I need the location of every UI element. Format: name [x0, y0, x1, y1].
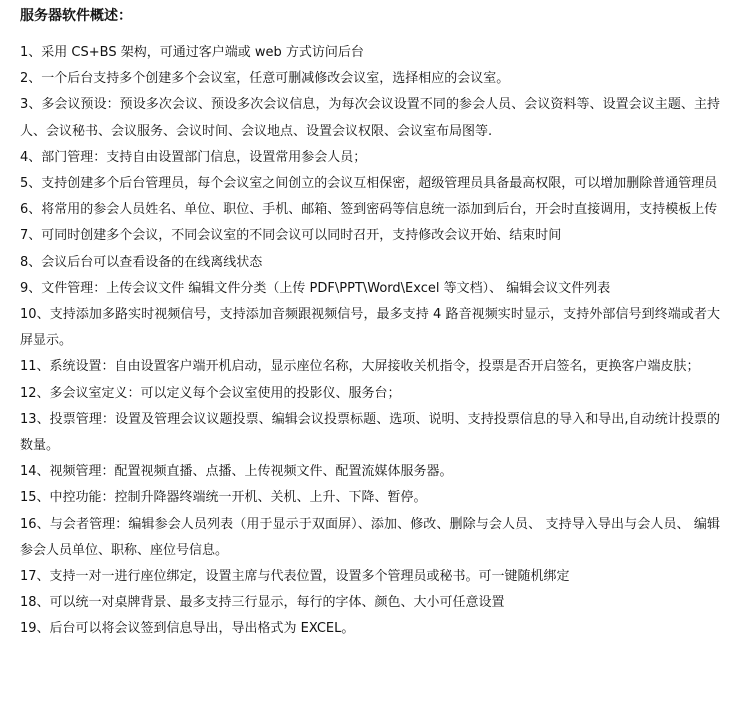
list-item: 13、投票管理：设置及管理会议议题投票、编辑会议投票标题、选项、说明、支持投票信息的导入和导出,自动统计投票的数量。 [20, 411, 720, 454]
list-item: 4、部门管理：支持自由设置部门信息，设置常用参会人员； [20, 149, 367, 165]
list-item: 10、支持添加多路实时视频信号，支持添加音频跟视频信号，最多支持 4 路音视频实时显示，支持外部信号到终端或者大屏显示。 [20, 307, 720, 349]
list-item: 5、支持创建多个后台管理员，每个会议室之间创立的会议互相保密，超级管理员具备最高权限，可以增加删除普通管理员 [20, 176, 718, 192]
list-item: 18、可以统一对桌牌背景、最多支持三行显示，每行的字体、颜色、大小可任意设置 [20, 595, 505, 611]
feature-list [20, 40, 720, 643]
list-item: 3、多会议预设：预设多次会议、预设多次会议信息，为每次会议设置不同的参会人员、会议资料等、设置会议主题、主持人、会议秘书、会议服务、会议时间、会议地点、设置会议权限、会议室布局图等. [20, 97, 720, 139]
list-item: 7、可同时创建多个会议，不同会议室的不同会议可以同时召开，支持修改会议开始、结束时间 [20, 228, 562, 244]
list-item: 6、将常用的参会人员姓名、单位、职位、手机、邮箱、签到密码等信息统一添加到后台，开会时直接调用，支持模板上传 [20, 202, 718, 218]
list-item: 9、文件管理：上传会议文件 编辑文件分类（上传 PDF\PPT\Word\Excel 等文档）、 编辑会议文件列表 [20, 280, 611, 296]
list-item: 2、一个后台支持多个创建多个会议室，任意可删减修改会议室，选择相应的会议室。 [20, 71, 510, 87]
list-item: 12、多会议室定义：可以定义每个会议室使用的投影仪、服务台； [20, 385, 401, 401]
list-item: 15、中控功能：控制升降器终端统一开机、关机、上升、下降、暂停。 [20, 490, 427, 506]
list-item: 16、与会者管理：编辑参会人员列表（用于显示于双面屏）、添加、修改、删除与会人员、 支持导入导出与会人员、 编辑参会人员单位、职称、座位号信息。 [20, 516, 720, 558]
list-item: 19、后台可以将会议签到信息导出，导出格式为 EXCEL。 [20, 621, 355, 637]
list-item: 1、采用 CS+BS 架构，可通过客户端或 web 方式访问后台 [20, 45, 364, 60]
list-item: 14、视频管理：配置视频直播、点播、上传视频文件、配置流媒体服务器。 [20, 464, 453, 480]
document [20, 6, 720, 643]
document-title: 服务器软件概述： [20, 8, 132, 24]
list-item: 8、会议后台可以查看设备的在线离线状态 [20, 254, 263, 270]
list-item: 11、系统设置：自由设置客户端开机启动，显示座位名称，大屏接收关机指令，投票是否开启签名，更换客户端皮肤； [20, 359, 700, 375]
list-item: 17、支持一对一进行座位绑定，设置主席与代表位置，设置多个管理员或秘书。可一键随机绑定 [20, 569, 570, 585]
